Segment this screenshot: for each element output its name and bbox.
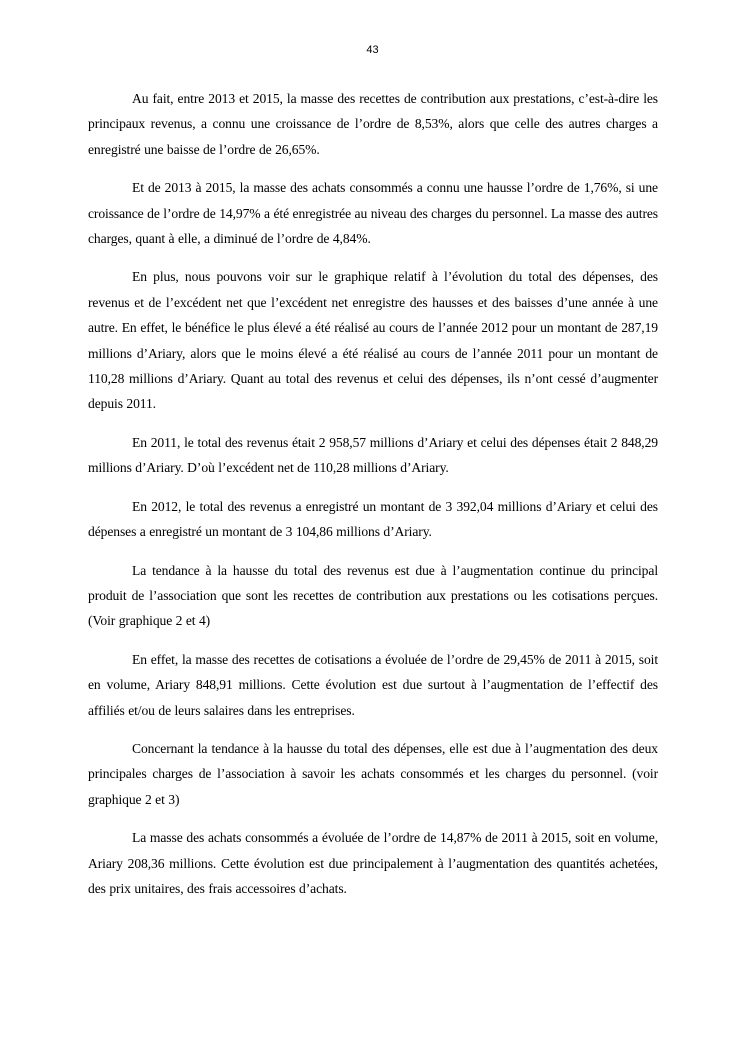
paragraph: La tendance à la hausse du total des revenus est due à l’augmentation continue du principal produit de l’association que sont les recettes de contribution aux prestations ou les cotisations perçues. (Voir graphique 2 et 4) [88,562,658,629]
paragraph: Concernant la tendance à la hausse du total des dépenses, elle est due à l’augmentation des deux principales charges de l’association à savoir les achats consommés et les charges du personnel. (voir graphique 2 et 3) [88,740,658,807]
page-number: 43 [366,44,379,56]
paragraph: En plus, nous pouvons voir sur le graphique relatif à l’évolution du total des dépenses, des revenus et de l’excédent net que l’excédent net enregistre des hausses et des baisses d’une année à une autre. En effet, le bénéfice le plus élevé a été réalisé au cours de l’année 2012 pour un montant de 287,19 millions d’Ariary, alors que le moins élevé a été réalisé au cours de l’année 2011 pour un montant de 110,28 millions d’Ariary. Quant au total des revenus et celui des dépenses, ils n’ont cessé d’augmenter depuis 2011. [88,269,658,412]
paragraph: Au fait, entre 2013 et 2015, la masse des recettes de contribution aux prestations, c’est-à-dire les principaux revenus, a connu une croissance de l’ordre de 8,53%, alors que celle des autres charges a enregistré une baisse de l’ordre de 26,65%. [88,91,658,157]
paragraph: La masse des achats consommés a évoluée de l’ordre de 14,87% de 2011 à 2015, soit en volume, Ariary 208,36 millions. Cette évolution est due principalement à l’augmentation des quantités achetées, des prix unitaires, des frais accessoires d’achats. [88,830,658,896]
paragraph: En 2011, le total des revenus était 2 958,57 millions d’Ariary et celui des dépenses était 2 848,29 millions d’Ariary. D’où l’excédent net de 110,28 millions d’Ariary. [88,434,658,476]
paragraph: En 2012, le total des revenus a enregistré un montant de 3 392,04 millions d’Ariary et celui des dépenses a enregistré un montant de 3 104,86 millions d’Ariary. [88,498,658,540]
paragraph: En effet, la masse des recettes de cotisations a évoluée de l’ordre de 29,45% de 2011 à 2015, soit en volume, Ariary 848,91 millions. Cette évolution est due surtout à l’augmentation de l’effectif des affiliés et/ou de leurs salaires dans les entreprises. [88,651,658,718]
body-text [88,86,658,914]
paragraph: Et de 2013 à 2015, la masse des achats consommés a connu une hausse l’ordre de 1,76%, si une croissance de l’ordre de 14,97% a été enregistrée au niveau des charges du personnel. La masse des autres charges, quant à elle, a diminué de l’ordre de 4,84%. [88,180,658,247]
